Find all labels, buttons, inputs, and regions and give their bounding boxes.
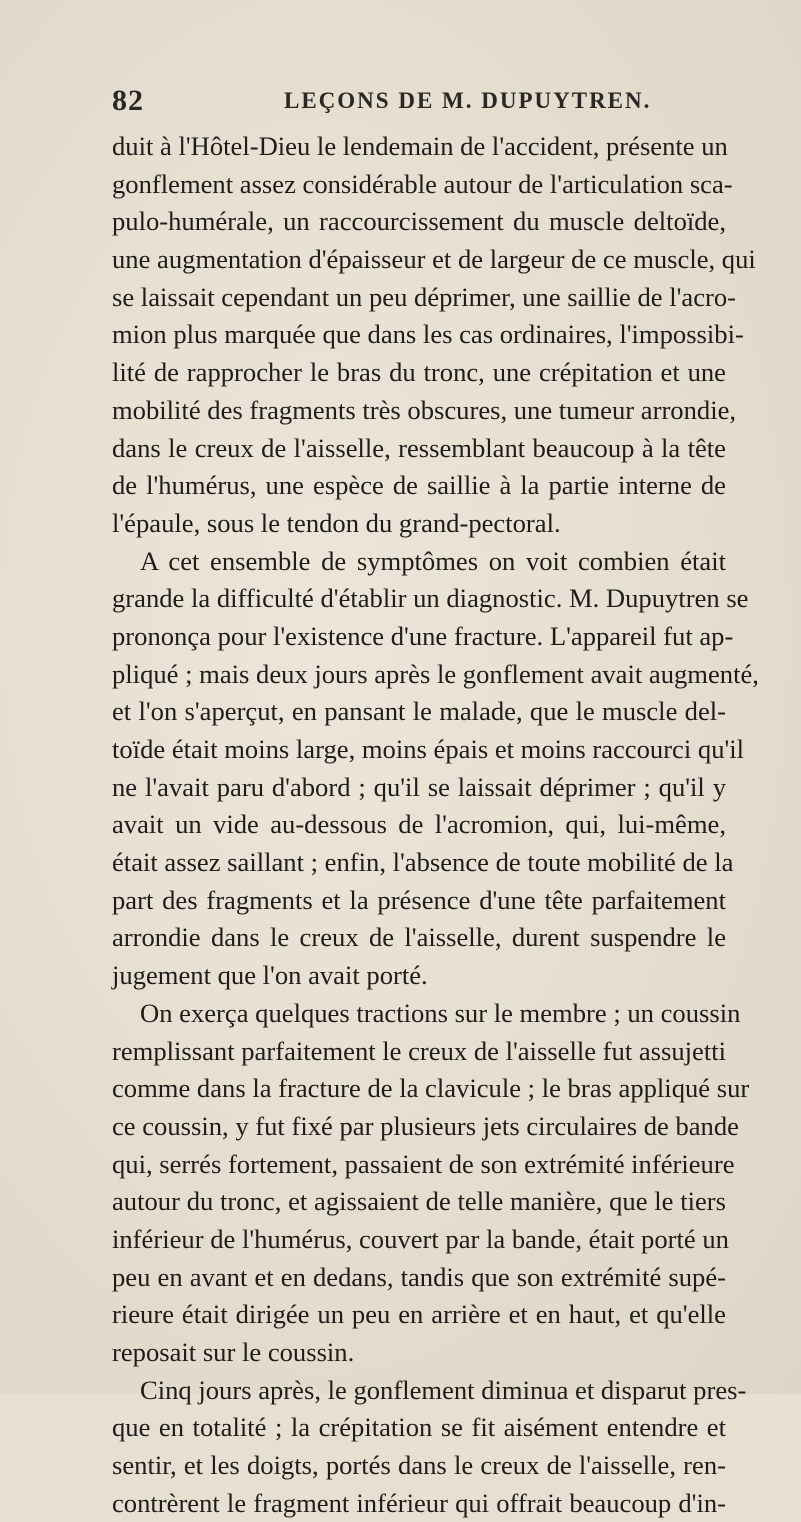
- text-line: et l'on s'aperçut, en pansant le malade, que le muscle del-: [112, 696, 726, 727]
- text-line: arrondie dans le creux de l'aisselle, durent suspendre le: [112, 922, 726, 953]
- paragraph-start-line: On exerça quelques tractions sur le membre ; un coussin: [140, 997, 741, 1028]
- text-line: grande la difficulté d'établir un diagnostic. M. Dupuytren se: [112, 583, 749, 614]
- body-text: [112, 128, 759, 1522]
- page-number: 82: [112, 84, 144, 117]
- text-line: gonflement assez considérable autour de l'articulation sca-: [112, 168, 733, 199]
- text-line: remplissant parfaitement le creux de l'aisselle fut assujetti: [112, 1035, 727, 1066]
- paragraph-end-line: reposait sur le coussin.: [112, 1337, 355, 1367]
- text-line: de l'humérus, une espèce de saillie à la partie interne de: [112, 470, 726, 501]
- paragraph-end-line: l'épaule, sous le tendon du grand-pectoral.: [112, 507, 561, 538]
- paragraph-start-line: A cet ensemble de symptômes on voit combien était: [140, 545, 726, 576]
- text-line: avait un vide au-dessous de l'acromion, qui, lui-même,: [112, 809, 726, 840]
- text-line: prononça pour l'existence d'une fracture. L'appareil fut ap-: [112, 620, 734, 651]
- text-line: comme dans la fracture de la clavicule ; le bras appliqué sur: [112, 1073, 750, 1104]
- text-line: contrèrent le fragment inférieur qui offrait beaucoup d'in-: [112, 1487, 726, 1518]
- text-line: ce coussin, y fut fixé par plusieurs jets circulaires de bande: [112, 1110, 739, 1141]
- text-line: mobilité des fragments très obscures, une tumeur arrondie,: [112, 394, 737, 425]
- text-line: une augmentation d'épaisseur et de largeur de ce muscle, qui: [112, 244, 756, 275]
- text-line: part des fragments et la présence d'une tête parfaitement: [112, 884, 726, 915]
- text-line: rieure était dirigée un peu en arrière et en haut, et qu'elle: [112, 1299, 726, 1330]
- text-line: toïde était moins large, moins épais et moins raccourci qu'il: [112, 734, 745, 764]
- text-line: était assez saillant ; enfin, l'absence de toute mobilité de la: [112, 847, 734, 878]
- text-line: pliqué ; mais deux jours après le gonflement avait augmenté,: [112, 658, 759, 689]
- running-title: LEÇONS DE M. DUPUYTREN.: [284, 88, 652, 113]
- text-line: sentir, et les doigts, portés dans le creux de l'aisselle, ren-: [112, 1450, 726, 1481]
- text-line: autour du tronc, et agissaient de telle manière, que le tiers: [112, 1186, 726, 1217]
- text-line: duit à l'Hôtel-Dieu le lendemain de l'accident, présente un: [112, 131, 728, 161]
- text-line: qui, serrés fortement, passaient de son extrémité inférieure: [112, 1148, 735, 1179]
- text-line: que en totalité ; la crépitation se fit aisément entendre et: [112, 1412, 726, 1443]
- text-line: mion plus marquée que dans les cas ordinaires, l'impossibi-: [112, 319, 744, 350]
- text-line: dans le creux de l'aisselle, ressemblant beaucoup à la tête: [112, 432, 726, 463]
- paragraph-end-line: jugement que l'on avait porté.: [112, 960, 428, 991]
- text-line: ne l'avait paru d'abord ; qu'il se laissait déprimer ; qu'il y: [112, 771, 726, 802]
- text-line: pulo-humérale, un raccourcissement du muscle deltoïde,: [112, 206, 726, 237]
- text-line: peu en avant et en dedans, tandis que son extrémité supé-: [112, 1261, 726, 1292]
- running-head: [112, 84, 732, 124]
- paragraph-start-line: Cinq jours après, le gonflement diminua et disparut pres-: [140, 1374, 747, 1405]
- text-line: se laissait cependant un peu déprimer, une saillie de l'acro-: [112, 281, 737, 312]
- text-line: lité de rapprocher le bras du tronc, une crépitation et une: [112, 357, 726, 388]
- text-line: inférieur de l'humérus, couvert par la bande, était porté un: [112, 1223, 729, 1254]
